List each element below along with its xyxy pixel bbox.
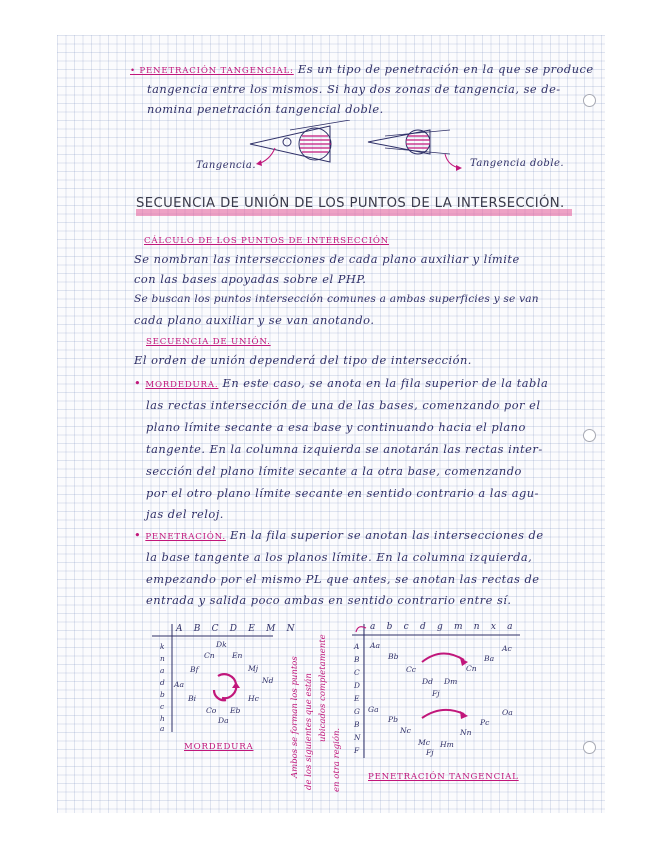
- punch-hole: [583, 94, 596, 107]
- mordedura-line3: plano límite secante a esa base y continuando hacia el plano: [146, 420, 526, 434]
- penetracion-heading: PENETRACIÓN.: [145, 532, 226, 542]
- punch-hole: [583, 429, 596, 442]
- vertical-note-3: ubicados completamente: [318, 634, 328, 742]
- table-cell: Hm: [440, 740, 454, 749]
- row-label: k: [160, 642, 165, 651]
- vertical-note-1: Ambos se forman los puntos: [290, 656, 300, 778]
- section1-text-1: Es un tipo de penetración en la que se produce: [297, 62, 594, 76]
- title-text: SECUENCIA DE UNIÓN DE LOS PUNTOS DE LA INTERSECCIÓN.: [136, 196, 565, 211]
- table-cell: Ga: [368, 705, 379, 714]
- mordedura-line1: [134, 376, 548, 390]
- penetracion-caption: PENETRACIÓN TANGENCIAL: [368, 772, 519, 782]
- vertical-note-4: en otra región.: [332, 727, 342, 792]
- row-label: a: [160, 666, 165, 675]
- tangency-diagram: [190, 120, 570, 180]
- bullet-dot: •: [134, 528, 142, 542]
- calc-line4: cada plano auxiliar y se van anotando.: [134, 313, 375, 327]
- row-label: a: [160, 724, 165, 733]
- table-cell: Bi: [188, 694, 197, 703]
- single-tangency-drawing: [250, 120, 350, 166]
- table-cell: Da: [218, 716, 229, 725]
- mordedura-header: A B C D E M N: [176, 624, 299, 634]
- penetracion-line1: [134, 528, 544, 542]
- table-cell: Aa: [174, 680, 185, 689]
- table-cell: En: [232, 651, 243, 660]
- section1-line1: [130, 62, 594, 76]
- mordedura-line2: las rectas intersección de una de las bases, comenzando por el: [146, 398, 541, 412]
- calc-line1: Se nombran las intersecciones de cada plano auxiliar y límite: [134, 252, 520, 266]
- table-cell: Mc: [418, 738, 431, 747]
- table-cell: Nd: [262, 676, 274, 685]
- row-label: E: [354, 694, 360, 703]
- table-cell: Nc: [400, 726, 411, 735]
- row-label: F: [354, 746, 360, 755]
- mordedura-caption: MORDEDURA: [184, 742, 254, 752]
- seq-heading: SECUENCIA DE UNIÓN.: [146, 337, 271, 347]
- table-cell: Bf: [190, 665, 199, 674]
- double-tangency-drawing: [368, 130, 462, 171]
- section1-line2: tangencia entre los mismos. Si hay dos zonas de tangencia, se de-: [147, 82, 561, 96]
- vertical-note-2: de los siguientes que están: [304, 673, 314, 790]
- table-cell: Co: [206, 706, 217, 715]
- table-cell: Cn: [204, 651, 215, 660]
- table-cell: Dk: [216, 640, 227, 649]
- table-cell: Pc: [480, 718, 490, 727]
- row-label: n: [160, 654, 165, 663]
- punch-hole: [583, 741, 596, 754]
- seq-line1: El orden de unión dependerá del tipo de intersección.: [134, 353, 472, 367]
- label-double-tangency: Tangencia doble.: [470, 158, 565, 169]
- table-cell: Pb: [388, 715, 398, 724]
- penetracion-line4: entrada y salida poco ambas en sentido contrario entre sí.: [146, 593, 512, 607]
- table-grid-lines: [150, 624, 275, 734]
- table-cell: Nn: [460, 728, 472, 737]
- page-title: [136, 196, 576, 216]
- row-label: D: [354, 681, 360, 690]
- calc-line2: con las bases apoyadas sobre el PHP.: [134, 272, 367, 286]
- table-cell: Ba: [484, 654, 495, 663]
- mordedura-line6: por el otro plano límite secante en sentido contrario a las agu-: [146, 486, 539, 500]
- section1-line3: nomina penetración tangencial doble.: [147, 102, 384, 116]
- row-label: G: [354, 707, 360, 716]
- row-label: B: [354, 720, 360, 729]
- table-cell: Cc: [406, 665, 417, 674]
- calc-heading: CÁLCULO DE LOS PUNTOS DE INTERSECCIÓN: [144, 236, 390, 246]
- row-label: h: [160, 714, 165, 723]
- table-cell: Eb: [230, 706, 241, 715]
- table-cell: Bb: [388, 652, 399, 661]
- table-cell: Cn: [466, 664, 477, 673]
- row-label: d: [160, 678, 165, 687]
- bullet-dot: •: [134, 376, 142, 390]
- row-label: A: [354, 642, 360, 651]
- row-label: B: [354, 655, 360, 664]
- table-cell: Hc: [248, 694, 259, 703]
- calc-line3: Se buscan los puntos intersección comunes a ambas superficies y se van: [134, 293, 539, 305]
- table-cell: Aa: [370, 641, 381, 650]
- table-cell: Oa: [502, 708, 513, 717]
- mordedura-line4: tangente. En la columna izquierda se anotarán las rectas inter-: [146, 442, 543, 456]
- table-cell: Dd: [422, 677, 433, 686]
- penetracion-line2: la base tangente a los planos límite. En la columna izquierda,: [146, 550, 533, 564]
- table-cell: Ac: [502, 644, 512, 653]
- penetracion-line3: empezando por el mismo PL que antes, se anotan las rectas de: [146, 572, 540, 586]
- label-tangency: Tangencia.: [196, 160, 256, 171]
- section1-heading: • PENETRACIÓN TANGENCIAL:: [130, 66, 294, 76]
- mordedura-line5: sección del plano límite secante a la otra base, comenzando: [146, 464, 522, 478]
- table-cell: Mj: [248, 664, 259, 673]
- row-label: N: [354, 733, 361, 742]
- penetracion-text-1: En la fila superior se anotan las intersecciones de: [230, 528, 544, 542]
- row-label: c: [160, 702, 165, 711]
- mordedura-heading: MORDEDURA.: [145, 380, 219, 390]
- penetracion-header: a b c d g m n x a: [370, 622, 517, 632]
- table-cell: Fj: [426, 748, 434, 757]
- table-cell: Fj: [432, 689, 440, 698]
- penetracion-table: [352, 622, 524, 762]
- row-label: C: [354, 668, 360, 677]
- row-label: b: [160, 690, 165, 699]
- mordedura-text-1: En este caso, se anota en la fila superior de la tabla: [222, 376, 549, 390]
- mordedura-line7: jas del reloj.: [146, 507, 224, 521]
- table-cell: Dm: [444, 677, 458, 686]
